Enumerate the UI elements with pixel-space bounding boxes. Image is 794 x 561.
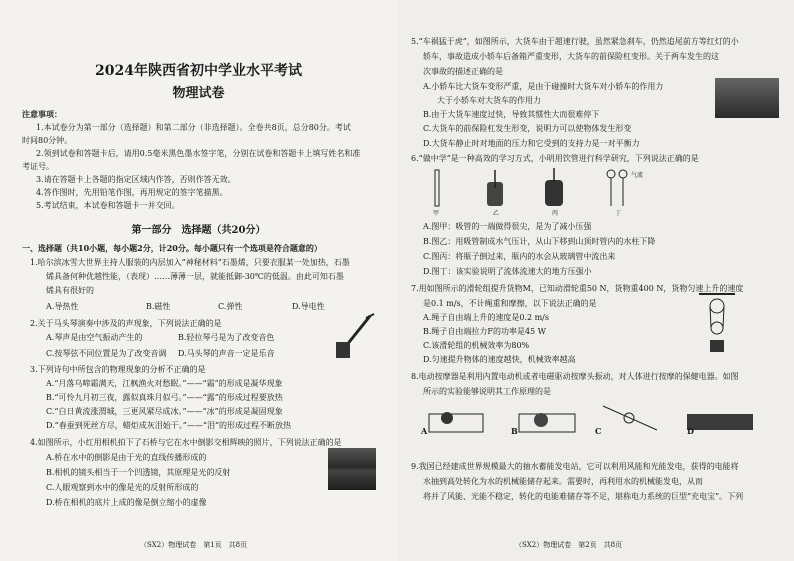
question-7: 是0.1 m/s，不计绳重和摩擦，以下说法正确的是 <box>423 299 597 308</box>
page-footer: （SX2）物理试卷 第1页 共8页 <box>140 541 248 549</box>
stone-bridge-photo <box>328 448 376 490</box>
option: B.图乙：用吸管制成水气压计，从山下移到山顶时管内的水柱下降 <box>423 237 656 246</box>
option: D.“春蚕到死丝方尽，蜡炬成灰泪始干。”——“泪”的形成过程不断放热 <box>46 421 292 430</box>
option-label: C <box>595 426 602 436</box>
option: C.“白日黄流涨渭城，三更风紧尽成冰。”——“冰”的形成是凝固现象 <box>46 407 283 416</box>
pulley-system-figure <box>697 292 737 358</box>
exam-page-2 <box>397 0 794 561</box>
section-heading: 一、选择题（共10小题，每小题2分，计20分。每小题只有一个选项是符合题意的） <box>22 243 322 253</box>
option: D.图丁：该实验说明了流体流速大的地方压强小 <box>423 267 592 276</box>
question-5: 次事故的描述正确的是 <box>423 67 503 76</box>
figure-label: 丙 <box>552 210 559 217</box>
question-3: 3.下列诗句中所包含的物理现象的分析不正确的是 <box>30 365 206 374</box>
option-label: A <box>421 426 428 436</box>
notice-line: 5.考试结束，本试卷和答题卡一并交回。 <box>36 201 180 210</box>
option: D.匀速提升物体的速度越快，机械效率越高 <box>423 355 576 364</box>
notice-line: 考证号。 <box>22 162 54 171</box>
airflow-label: 气流 <box>631 172 644 179</box>
option: C.该滑轮组的机械效率为80% <box>423 341 530 350</box>
straw-experiments-figure <box>431 166 644 216</box>
option-label: B <box>511 426 518 436</box>
option: 大于小轿车对大货车的作用力 <box>437 96 541 105</box>
option: D.大货车静止时对地面的压力和它受到的支持力是一对平衡力 <box>423 139 640 148</box>
option: B.绳子自由端拉力F的功率是45 W <box>423 327 546 336</box>
option: D.导电性 <box>292 302 325 311</box>
option: B.由于大货车速度过快，导致其惯性大而很难停下 <box>423 110 600 119</box>
question-6: 6.“做中学”是一种高效的学习方式，小明用饮管进行科学研究，下列说法正确的是 <box>411 154 699 163</box>
option: C.图丙：将瓶子倒过来，瓶内的水会从玻璃管中流出来 <box>423 252 616 261</box>
question-8: 所示的实验能够说明其工作原理的是 <box>423 387 551 396</box>
notice-line: 4.答作图时，先用铅笔作图，再用规定的签字笔描黑。 <box>36 188 228 197</box>
option: A.绳子自由端上升的速度是0.2 m/s <box>423 313 549 322</box>
question-1: 烯具备何种优越性能，（表现）……薄薄一层，就能抵御-30℃的低温。由此可知石墨 <box>46 272 344 281</box>
option-label: D <box>687 426 694 436</box>
figure-label: 丁 <box>615 210 622 217</box>
option: B.相机的镜头相当于一个凹透镜，其原理是光的反射 <box>46 468 231 477</box>
exam-subtitle: 物理试卷 <box>172 86 225 101</box>
question-9: 水抽到高处转化为水的机械能储存起来。需要时，再利用水的机械能发电，从而 <box>423 477 703 486</box>
notice-line: 时间80分钟。 <box>22 136 73 145</box>
car-crash-photo <box>715 78 779 118</box>
option: A.导热性 <box>46 302 79 311</box>
option: A.“月落乌啼霜满天，江枫渔火对愁眠。”——“霜”的形成是凝华现象 <box>46 379 283 388</box>
question-9: 9.我国已经建成世界规模最大的抽水蓄能发电站，它可以利用风能和光能发电，获得的电能将 <box>411 462 739 471</box>
option: A.桥在水中的倒影是由于光的直线传播形成的 <box>46 453 207 462</box>
option: A.小轿车比大货车变形严重，是由于碰撞时大货车对小轿车的作用力 <box>423 82 664 91</box>
notice-line: 2.领到试卷和答题卡后，请用0.5毫米黑色墨水签字笔，分别在试卷和答题卡上填写姓名和准 <box>36 149 361 158</box>
question-7: 7.用如图所示的滑轮组提升货物M，已知动滑轮重50 N，货物重400 N，货物匀速上升的速度 <box>411 284 744 293</box>
question-8: 8.电动按摩器是利用内置电动机或者电磁驱动按摩头振动，对人体进行按摩的保健电器。如图 <box>411 372 739 381</box>
question-2: 2.关于马头琴演奏中涉及的声现象，下列说法正确的是 <box>30 319 222 328</box>
option: D.马头琴的声音一定是乐音 <box>178 349 275 358</box>
question-1: 烯具有很好的 <box>46 286 94 295</box>
question-1: 1.哈尔滨冰雪大世界主持人服装的内层加入“神秘材料”石墨烯，只要衣服某一处加热，石墨 <box>30 258 350 267</box>
exam-title: 2024年陕西省初中学业水平考试 <box>95 63 302 79</box>
notice-heading: 注意事项： <box>22 109 62 119</box>
matouqin-illustration <box>330 312 380 360</box>
option: A.琴声是由空气振动产生的 <box>46 333 143 342</box>
notice-line: 3.请在答题卡上各题的指定区域内作答，否则作答无效。 <box>36 175 236 184</box>
figure-label: 甲 <box>433 210 440 217</box>
option: C.大货车的前保险杠发生形变，说明力可以使物体发生形变 <box>423 124 632 133</box>
part-one-heading: 第一部分 选择题（共20分） <box>131 225 266 236</box>
option: D.桥在相机的底片上成的像是倒立缩小的虚像 <box>46 498 207 507</box>
option: C.按琴弦不同位置是为了改变音调 <box>46 349 167 358</box>
figure-label: 乙 <box>493 210 500 217</box>
option: C.弹性 <box>218 302 243 311</box>
option: A.图甲：吸管的一端做得很尖，是为了减小压强 <box>423 222 592 231</box>
question-5: 5.“车祸猛于虎”，如图所示，大货车由于超速行驶，虽然紧急刹车，仍然追尾前方等红灯的小 <box>411 37 739 46</box>
option: C.人眼观察到水中的像是光的反射所形成的 <box>46 483 199 492</box>
option: B.磁性 <box>146 302 171 311</box>
question-5: 轿车，事故造成小轿车后备箱严重变形，大货车的前保险杠变形。关于两车发生的这 <box>423 52 719 61</box>
option: B.“可怜九月初三夜，露似真珠月似弓。”——“露”的形成过程要放热 <box>46 393 283 402</box>
page-footer: （SX2）物理试卷 第2页 共8页 <box>515 541 623 549</box>
option: B.轻拉琴弓是为了改变音色 <box>178 333 275 342</box>
question-4: 4.如图所示，小红用相机拍下了石桥与它在水中倒影交相辉映的照片，下列说法正确的是 <box>30 438 342 447</box>
question-9: 将并了风能、光能不稳定，转化的电能难储存等不足，堪称电力系统的巨型“充电宝”。下列 <box>423 492 744 501</box>
notice-line: 1.本试卷分为第一部分（选择题）和第二部分（非选择题）。全卷共8页，总分80分。考试 <box>36 123 351 132</box>
